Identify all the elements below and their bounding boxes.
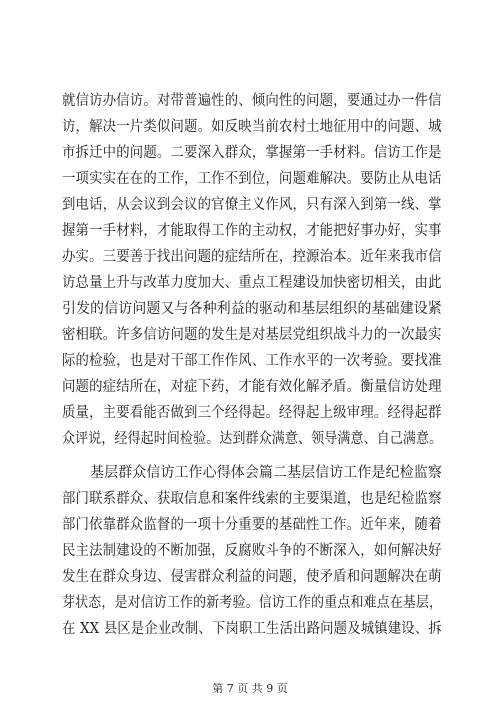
body-line: 际的检验，也是对干部工作作风、工作水平的一次考验。要找准 xyxy=(62,353,442,369)
body-line: 市拆迁中的问题。二要深入群众，掌握第一手材料。信访工作是 xyxy=(62,145,442,161)
body-line: 民主法制建设的不断加强，反腐败斗争的不断深入，如何解决好 xyxy=(62,543,442,559)
body-line: 部门联系群众、获取信息和案件线索的主要渠道，也是纪检监察 xyxy=(62,491,442,507)
body-line: 就信访办信访。对带普遍性的、倾向性的问题，要通过办一件信 xyxy=(62,93,442,109)
body-line: 一项实实在在的工作，工作不到位，问题难解决。要防止从电话 xyxy=(62,171,442,187)
body-line: 部门依靠群众监督的一项十分重要的基础性工作。近年来，随着 xyxy=(62,517,442,533)
body-line: 问题的症结所在，对症下药，才能有效化解矛盾。衡量信访处理 xyxy=(62,379,442,395)
body-line: 握第一手材料，才能取得工作的主动权，才能把好事办好，实事 xyxy=(62,223,442,239)
body-line: 引发的信访问题又与各种利益的驱动和基层组织的基础建设紧 xyxy=(62,301,442,317)
body-line: 众评说，经得起时间检验。达到群众满意、领导满意、自己满意。 xyxy=(62,431,443,447)
page-number-footer: 第 7 页 共 9 页 xyxy=(212,682,288,695)
body-line: 在 XX 县区是企业改制、下岗职工生活出路问题及城镇建设、拆 xyxy=(62,621,442,637)
body-line: 密相联。许多信访问题的发生是对基层党组织战斗力的一次最实 xyxy=(62,327,442,343)
paragraph-start-line: 基层群众信访工作心得体会篇二基层信访工作是纪检监察 xyxy=(62,465,442,481)
body-line: 访总量上升与改革力度加大、重点工程建设加快密切相关，由此 xyxy=(62,275,442,291)
body-line: 发生在群众身边、侵害群众利益的问题，使矛盾和问题解决在萌 xyxy=(62,569,442,585)
body-line: 办实。三要善于找出问题的症结所在，控源治本。近年来我市信 xyxy=(62,249,442,265)
body-line: 芽状态，是对信访工作的新考验。信访工作的重点和难点在基层， xyxy=(62,595,443,611)
body-line: 质量，主要看能否做到三个经得起。经得起上级审理。经得起群 xyxy=(62,405,442,421)
body-line: 到电话，从会议到会议的官僚主义作风，只有深入到第一线、掌 xyxy=(62,197,442,213)
body-line: 访，解决一片类似问题。如反映当前农村土地征用中的问题、城 xyxy=(62,119,442,135)
